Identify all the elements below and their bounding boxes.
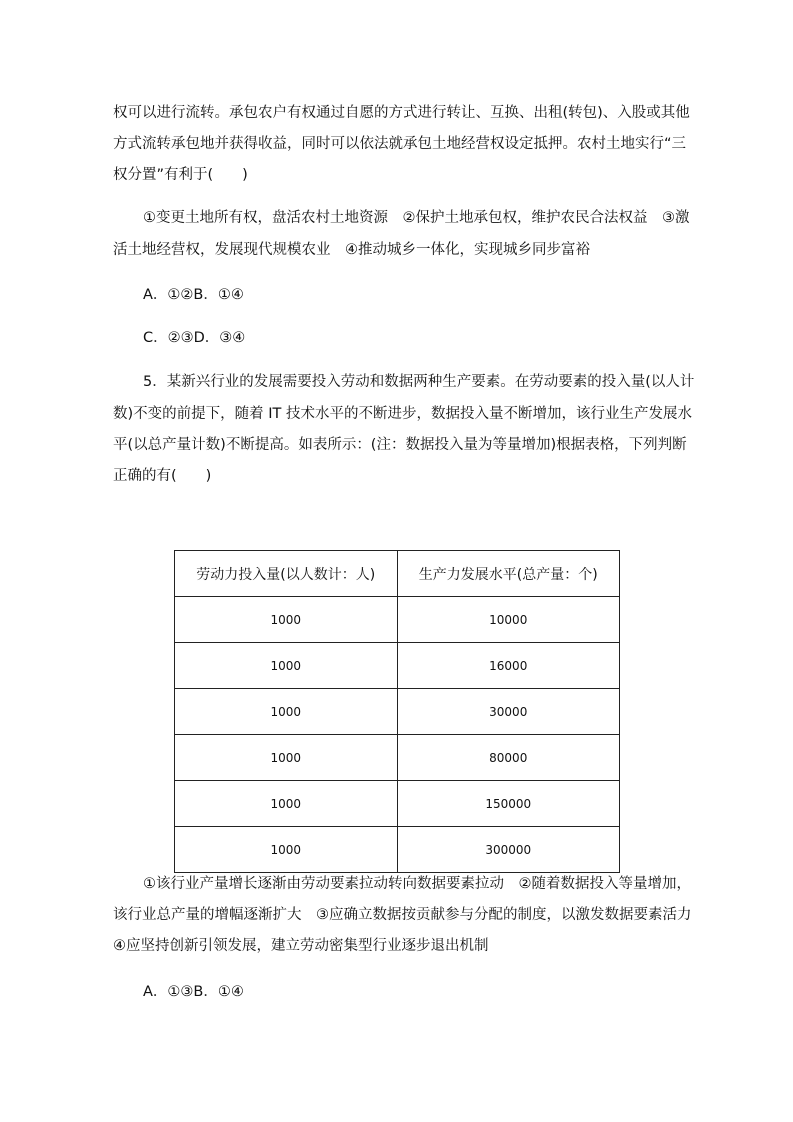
option-line: ①该行业产量增长逐渐由劳动要素拉动转向数据要素拉动 ②随着数据投入等量增加， xyxy=(143,876,691,892)
table-cell: 300000 xyxy=(397,827,620,873)
table-row xyxy=(175,689,620,735)
option-line: ④应坚持创新引领发展，建立劳动密集型行业逐步退出机制 xyxy=(113,938,489,954)
table-cell: 30000 xyxy=(397,689,620,735)
question-line: 平(以总产量计数)不断提高。如表所示：(注：数据投入量为等量增加)根据表格，下列判断 xyxy=(113,437,687,453)
table-header-row xyxy=(175,551,620,597)
paragraph-line: 方式流转承包地并获得收益，同时可以依法就承包土地经营权设定抵押。农村土地实行“三 xyxy=(113,136,687,152)
table-row xyxy=(175,827,620,873)
data-table xyxy=(174,550,620,873)
table-row xyxy=(175,597,620,643)
header-productivity-level: 生产力发展水平(总产量：个) xyxy=(397,551,620,597)
table-cell: 1000 xyxy=(175,827,398,873)
answer-choice-ab: A．①③B．①④ xyxy=(143,984,244,1000)
question-line: 数)不变的前提下，随着 IT 技术水平的不断进步，数据投入量不断增加，该行业生产发展水 xyxy=(113,406,693,422)
table-cell: 1000 xyxy=(175,689,398,735)
paragraph-line: 权可以进行流转。承包农户有权通过自愿的方式进行转让、互换、出租(转包)、入股或其他 xyxy=(113,105,690,121)
table-cell: 80000 xyxy=(397,735,620,781)
table-row xyxy=(175,643,620,689)
header-labor-input: 劳动力投入量(以人数计：人) xyxy=(175,551,398,597)
table-cell: 1000 xyxy=(175,597,398,643)
question-line: 正确的有( ) xyxy=(113,468,212,484)
option-line: 活土地经营权，发展现代规模农业 ④推动城乡一体化，实现城乡同步富裕 xyxy=(113,242,590,258)
table-row xyxy=(175,735,620,781)
table-cell: 1000 xyxy=(175,735,398,781)
table-cell: 1000 xyxy=(175,781,398,827)
option-line: ①变更土地所有权，盘活农村土地资源 ②保护土地承包权，维护农民合法权益 ③激 xyxy=(143,210,690,226)
option-line: 该行业总产量的增幅逐渐扩大 ③应确立数据按贡献参与分配的制度，以激发数据要素活力 xyxy=(113,907,692,923)
table-row xyxy=(175,781,620,827)
answer-choice-ab: A．①②B．①④ xyxy=(143,287,244,303)
table-cell: 10000 xyxy=(397,597,620,643)
question-line: 5．某新兴行业的发展需要投入劳动和数据两种生产要素。在劳动要素的投入量(以人计 xyxy=(143,374,695,390)
table-cell: 1000 xyxy=(175,643,398,689)
answer-choice-cd: C．②③D．③④ xyxy=(143,330,246,346)
paragraph-line: 权分置”有利于( ) xyxy=(113,167,248,183)
table-cell: 150000 xyxy=(397,781,620,827)
table-cell: 16000 xyxy=(397,643,620,689)
